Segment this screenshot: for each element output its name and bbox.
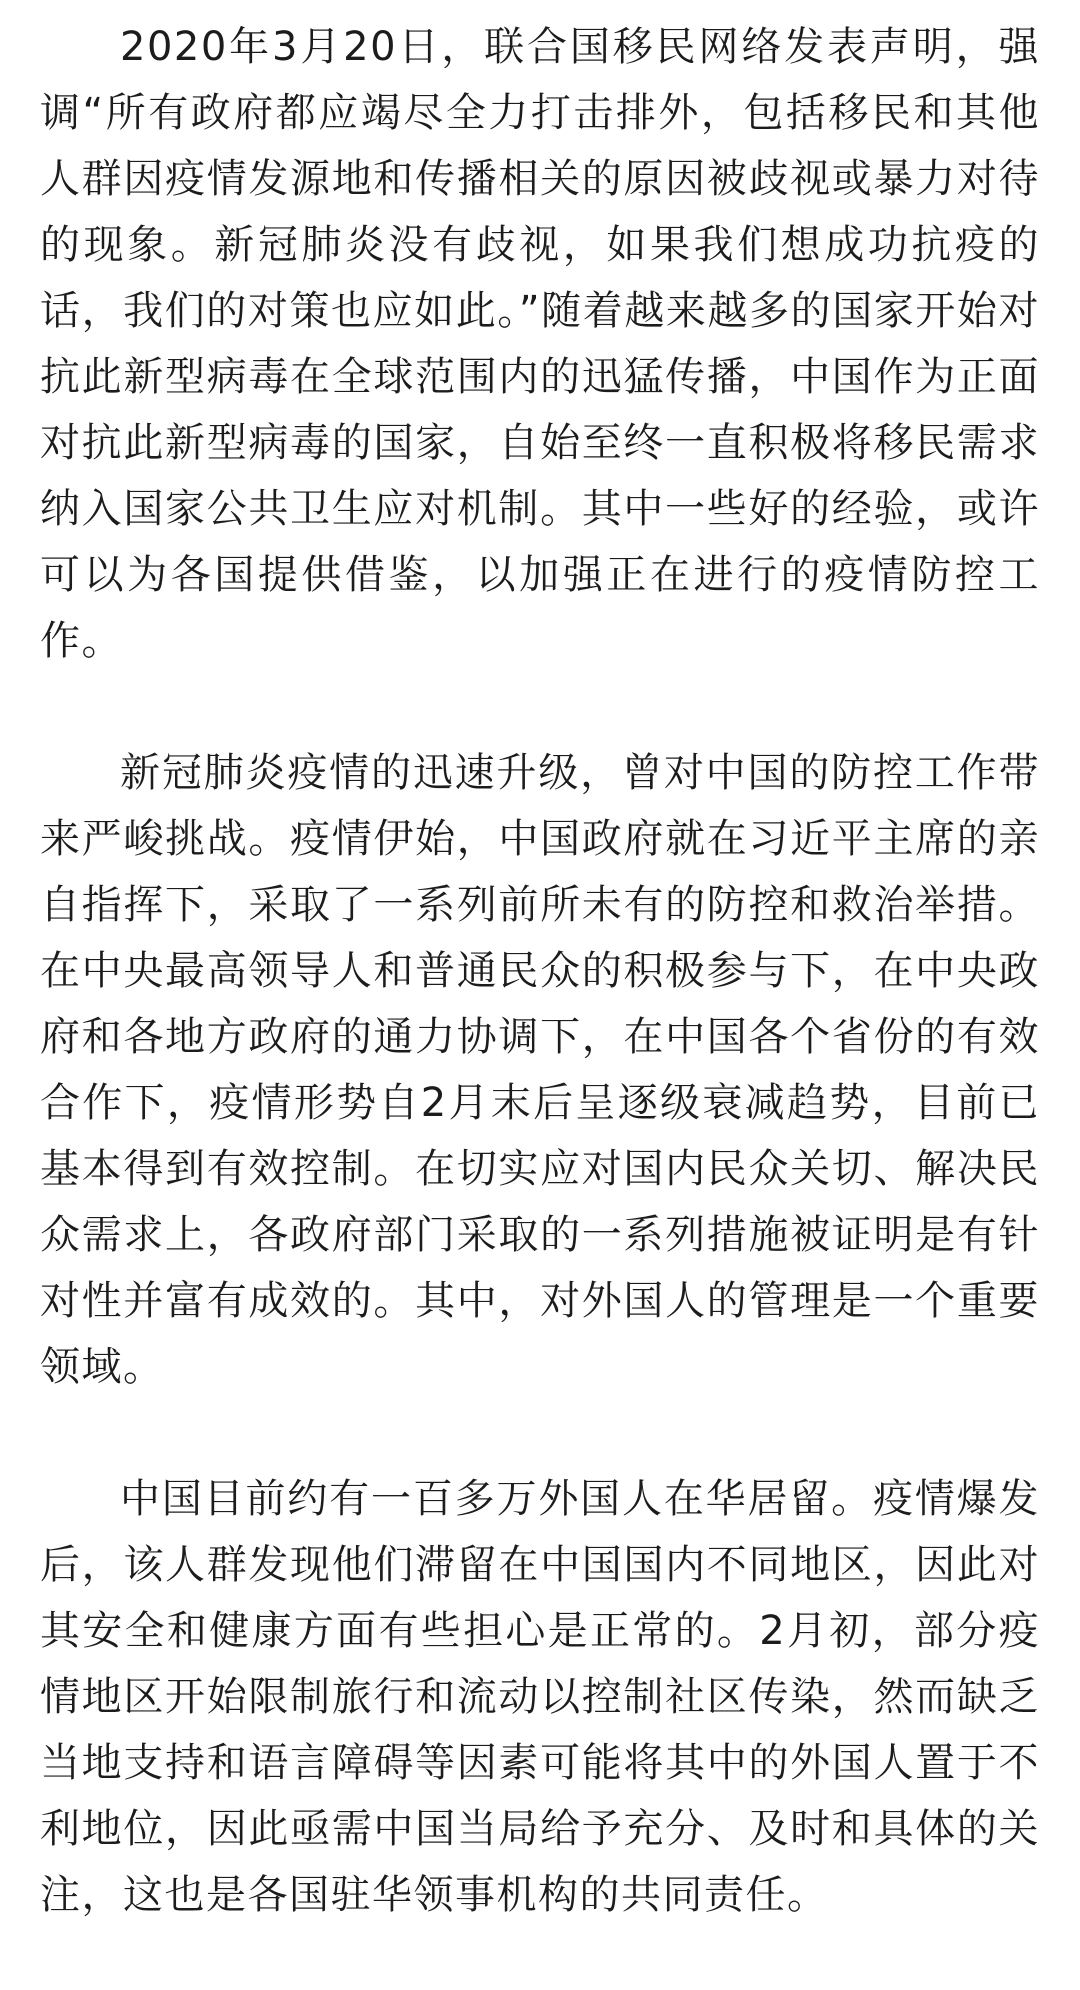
paragraph-3: 中国目前约有一百多万外国人在华居留。疫情爆发后，该人群发现他们滞留在中国国内不同地区，因此对其安全和健康方面有些担心是正常的。2月初，部分疫情地区开始限制旅行和流动以控制社区传染，然而缺乏当地支持和语言障碍等因素可能将其中的外国人置于不利地位，因此亟需中国当局给予充分、及时和具体的关注，这也是各国驻华领事机构的共同责任。: [40, 1476, 1040, 1918]
article-body: [40, 14, 1040, 1928]
paragraph-1: 2020年3月20日，联合国移民网络发表声明，强调“所有政府都应竭尽全力打击排外，包括移民和其他人群因疫情发源地和传播相关的原因被歧视或暴力对待的现象。新冠肺炎没有歧视，如果我们想成功抗疫的话，我们的对策也应如此。”随着越来越多的国家开始对抗此新型病毒在全球范围内的迅猛传播，中国作为正面对抗此新型病毒的国家，自始至终一直积极将移民需求纳入国家公共卫生应对机制。其中一些好的经验，或许可以为各国提供借鉴，以加强正在进行的疫情防控工作。: [40, 24, 1040, 664]
paragraph-2: 新冠肺炎疫情的迅速升级，曾对中国的防控工作带来严峻挑战。疫情伊始，中国政府就在习近平主席的亲自指挥下，采取了一系列前所未有的防控和救治举措。在中央最高领导人和普通民众的积极参与下，在中央政府和各地方政府的通力协调下，在中国各个省份的有效合作下，疫情形势自2月末后呈逐级衰减趋势，目前已基本得到有效控制。在切实应对国内民众关切、解决民众需求上，各政府部门采取的一系列措施被证明是有针对性并富有成效的。其中，对外国人的管理是一个重要领域。: [40, 750, 1040, 1390]
